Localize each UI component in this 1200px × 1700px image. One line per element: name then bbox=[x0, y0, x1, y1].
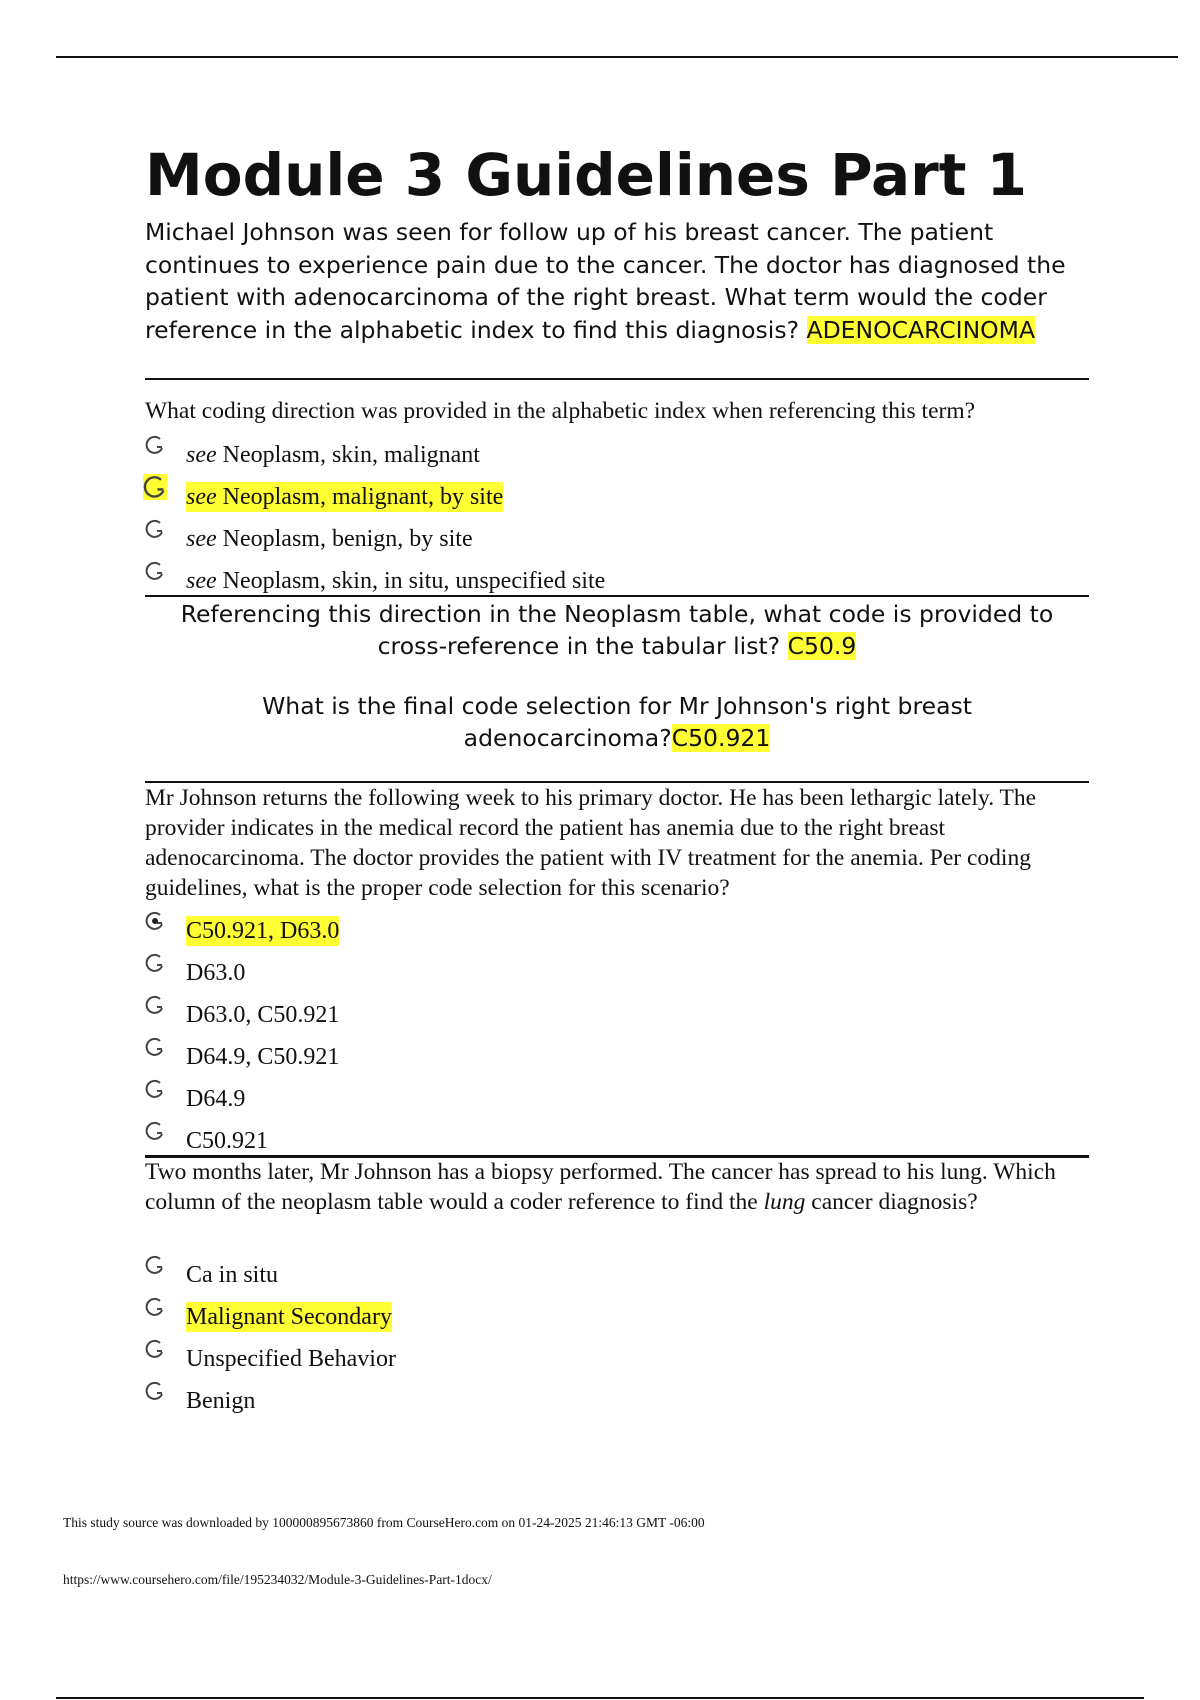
question-4-answer: C50.921 bbox=[671, 724, 771, 752]
source-url[interactable]: https://www.coursehero.com/file/195234032/Module-3-Guidelines-Part-1docx/ bbox=[63, 1572, 492, 1587]
see-text: see bbox=[186, 484, 217, 510]
question-4 bbox=[145, 690, 1089, 754]
option-label: Malignant Secondary bbox=[186, 1304, 392, 1330]
radio-icon[interactable] bbox=[145, 1339, 165, 1359]
bottom-rule bbox=[56, 1697, 1144, 1699]
question-4-text: What is the final code selection for Mr Johnson's right breast adenocarcinoma? bbox=[262, 692, 972, 752]
option-label: Unspecified Behavior bbox=[186, 1346, 396, 1372]
option-label: D64.9, C50.921 bbox=[186, 1044, 340, 1070]
radio-icon[interactable] bbox=[145, 995, 165, 1015]
see-text: see bbox=[186, 442, 217, 468]
question-6-prompt bbox=[145, 1157, 1089, 1217]
option-label: D64.9 bbox=[186, 1086, 246, 1112]
question-5-prompt: Mr Johnson returns the following week to his primary doctor. He has been lethargic lately. The provider indicates in the medical record the patient has anemia due to the right breast adenocarcinoma. The doctor provides the patient with IV treatment for the anemia. Per coding guidelines, what is the proper code selection for this scenario? bbox=[145, 785, 1037, 901]
question-1 bbox=[145, 216, 1089, 346]
option-label: C50.921, D63.0 bbox=[186, 918, 340, 944]
top-rule bbox=[56, 56, 1178, 58]
option-label: Neoplasm, skin, in situ, unspecified site bbox=[216, 568, 606, 594]
option-label: Neoplasm, malignant, by site bbox=[216, 484, 504, 510]
radio-icon[interactable] bbox=[145, 519, 165, 539]
radio-icon[interactable] bbox=[145, 1037, 165, 1057]
option-label: Neoplasm, skin, malignant bbox=[216, 442, 480, 468]
option-label: C50.921 bbox=[186, 1128, 269, 1154]
download-notice: This study source was downloaded by 100000895673860 from CourseHero.com on 01-24-2025 21:46:13 GMT -06:00 bbox=[63, 1515, 705, 1530]
radio-icon[interactable] bbox=[145, 1121, 165, 1141]
radio-icon[interactable] bbox=[145, 953, 165, 973]
see-text: see bbox=[186, 526, 217, 552]
option-label: D63.0, C50.921 bbox=[186, 1002, 340, 1028]
radio-selected-icon[interactable] bbox=[145, 911, 165, 931]
radio-icon[interactable] bbox=[143, 474, 167, 500]
radio-icon[interactable] bbox=[145, 1297, 165, 1317]
option-label: Ca in situ bbox=[186, 1262, 279, 1288]
question-6-emphasis: lung bbox=[763, 1189, 806, 1215]
question-3 bbox=[145, 598, 1089, 662]
question-2-prompt: What coding direction was provided in the alphabetic index when referencing this term? bbox=[145, 398, 976, 424]
option-label: D63.0 bbox=[186, 960, 246, 986]
page-title: Module 3 Guidelines Part 1 bbox=[145, 141, 1028, 209]
option-label: Benign bbox=[186, 1388, 256, 1414]
radio-icon[interactable] bbox=[145, 1381, 165, 1401]
option-label: Neoplasm, benign, by site bbox=[216, 526, 473, 552]
question-3-text: Referencing this direction in the Neoplasm table, what code is provided to cross-reference in the tabular list? bbox=[180, 600, 1054, 660]
radio-icon[interactable] bbox=[145, 561, 165, 581]
see-text: see bbox=[186, 568, 217, 594]
radio-icon[interactable] bbox=[145, 1079, 165, 1099]
question-1-answer: ADENOCARCINOMA bbox=[806, 315, 1036, 344]
question-6-text-b: cancer diagnosis? bbox=[805, 1189, 978, 1215]
radio-icon[interactable] bbox=[145, 1255, 165, 1275]
divider bbox=[145, 378, 1089, 380]
divider bbox=[145, 595, 1089, 597]
question-3-answer: C50.9 bbox=[787, 632, 857, 660]
radio-icon[interactable] bbox=[145, 435, 165, 455]
question-1-text: Michael Johnson was seen for follow up of his breast cancer. The patient continues to experience pain due to the cancer. The doctor has diagnosed the patient with adenocarcinoma of the right breast. What term would the coder reference in the alphabetic index to find this diagnosis? bbox=[145, 218, 1066, 344]
question-6-text-a: Two months later, Mr Johnson has a biopsy performed. The cancer has spread to his lung. Which column of the neoplasm table would a coder reference to find the bbox=[145, 1159, 1056, 1215]
